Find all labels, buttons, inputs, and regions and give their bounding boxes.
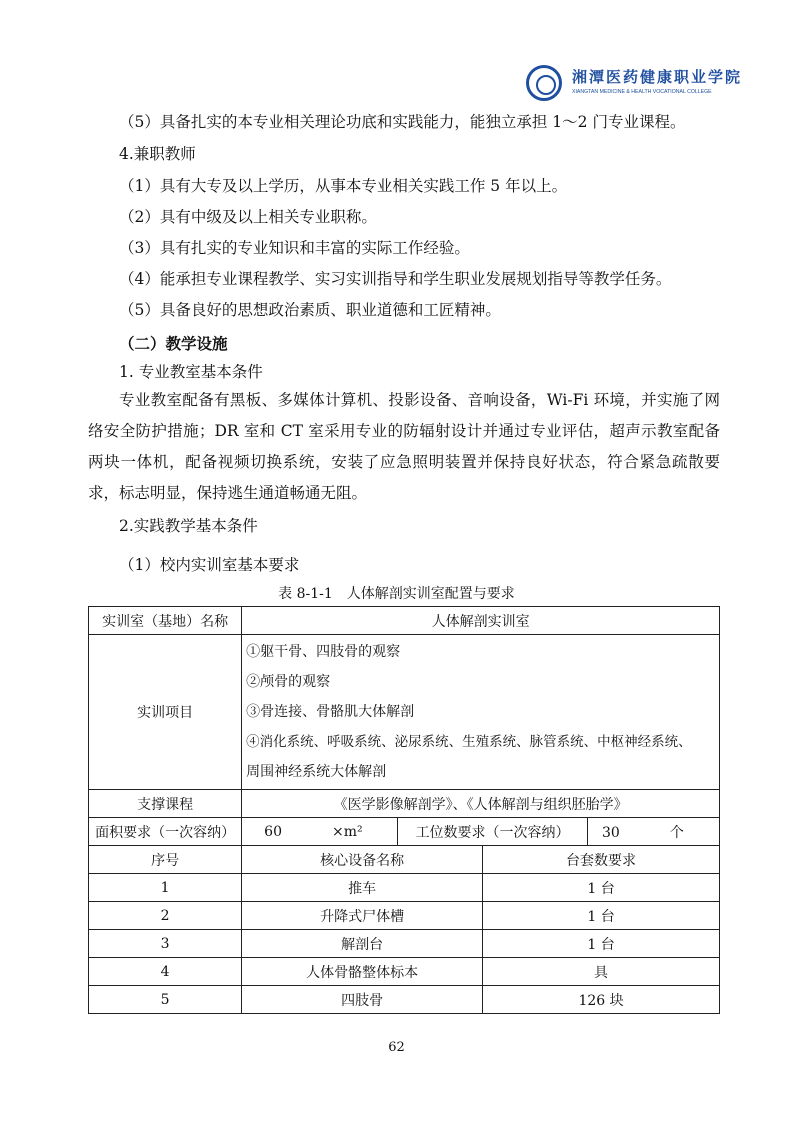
cell-equipment: 四肢骨 (242, 986, 483, 1014)
college-emblem-icon (526, 65, 562, 101)
area-cell (242, 818, 398, 846)
project-item: ①躯干骨、四肢骨的观察 (246, 644, 401, 660)
table-row (89, 874, 720, 902)
page-number: 62 (388, 1040, 405, 1055)
column-header: 核心设备名称 (242, 846, 483, 874)
name-value: 人体解剖实训室 (242, 607, 720, 635)
subheading: （1）校内实训室基本要求 (119, 556, 300, 574)
cell-index: 3 (89, 930, 242, 958)
area-label: 面积要求（一次容纳） (89, 818, 242, 846)
project-item: ②颅骨的观察 (246, 674, 331, 690)
text-line: （2）具有中级及以上相关专业职称。 (119, 208, 377, 226)
cell-equipment: 解剖台 (242, 930, 483, 958)
logo-english-name: XIANGTAN MEDICINE & HEALTH VOCATIONAL COLLEGE (572, 89, 712, 95)
text-line: （4）能承担专业课程教学、实习实训指导和学生职业发展规划指导等教学任务。 (119, 270, 672, 288)
cell-quantity: 1 台 (483, 874, 720, 902)
cell-quantity: 具 (483, 958, 720, 986)
station-cell (588, 818, 720, 846)
course-value: 《医学影像解剖学》、《人体解剖与组织胚胎学》 (242, 790, 720, 818)
table-row (89, 818, 720, 846)
subheading: 2.实践教学基本条件 (119, 517, 258, 535)
text-line: （3）具有扎实的专业知识和丰富的实际工作经验。 (119, 239, 470, 257)
project-item: ④消化系统、呼吸系统、泌尿系统、生殖系统、脉管系统、中枢神经系统、 (246, 734, 692, 750)
cell-equipment: 推车 (242, 874, 483, 902)
text-line: （5）具备扎实的本专业相关理论功底和实践能力，能独立承担 1～2 门专业课程。 (119, 113, 686, 131)
projects-list (242, 635, 720, 790)
text-line: （5）具备良好的思想政治素质、职业道德和工匠精神。 (119, 301, 501, 319)
section-heading: （二）教学设施 (119, 334, 228, 353)
subheading: 1. 专业教室基本条件 (119, 363, 263, 381)
table-row (89, 930, 720, 958)
college-logo (524, 64, 743, 104)
cell-index: 1 (89, 874, 242, 902)
table-caption: 表 8-1-1 人体解剖实训室配置与要求 (278, 586, 515, 602)
station-value: 30 (602, 824, 620, 841)
cell-quantity: 1 台 (483, 930, 720, 958)
cell-quantity: 126 块 (483, 986, 720, 1014)
table-row (89, 607, 720, 635)
logo-chinese-name: 湘潭医药健康职业学院 (572, 68, 743, 86)
table-row (89, 902, 720, 930)
projects-label: 实训项目 (89, 635, 242, 790)
course-label: 支撑课程 (89, 790, 242, 818)
table-row (89, 986, 720, 1014)
project-item: ③骨连接、骨骼肌大体解剖 (246, 704, 415, 720)
table-header-row (89, 846, 720, 874)
cell-quantity: 1 台 (483, 902, 720, 930)
area-value: 60 (264, 823, 282, 840)
area-unit: ×m² (331, 823, 363, 840)
project-item: 周围神经系统大体解剖 (246, 764, 387, 780)
cell-equipment: 人体骨骼整体标本 (242, 958, 483, 986)
column-header: 序号 (89, 846, 242, 874)
lab-config-table (88, 606, 720, 1014)
name-label: 实训室（基地）名称 (89, 607, 242, 635)
station-unit: 个 (669, 824, 684, 841)
cell-index: 2 (89, 902, 242, 930)
station-label: 工位数要求（一次容纳） (398, 818, 588, 846)
cell-index: 4 (89, 958, 242, 986)
text-line: 4.兼职教师 (119, 145, 196, 163)
table-row (89, 635, 720, 790)
cell-equipment: 升降式尸体槽 (242, 902, 483, 930)
column-header: 台套数要求 (483, 846, 720, 874)
facilities-paragraph: 专业教室配备有黑板、多媒体计算机、投影设备、音响设备，Wi-Fi 环境，并实施了网络安全防护措施；DR 室和 CT 室采用专业的防辐射设计并通过专业评估，超声示教室配备两块一体机，配备视频切换系统，安装了应急照明装置并保持良好状态，符合紧急疏散要求，标志明显，保持逃生通道畅通无阻。 (88, 391, 720, 502)
table-row (89, 790, 720, 818)
cell-index: 5 (89, 986, 242, 1014)
table-row (89, 958, 720, 986)
text-line: （1）具有大专及以上学历，从事本专业相关实践工作 5 年以上。 (119, 177, 568, 195)
